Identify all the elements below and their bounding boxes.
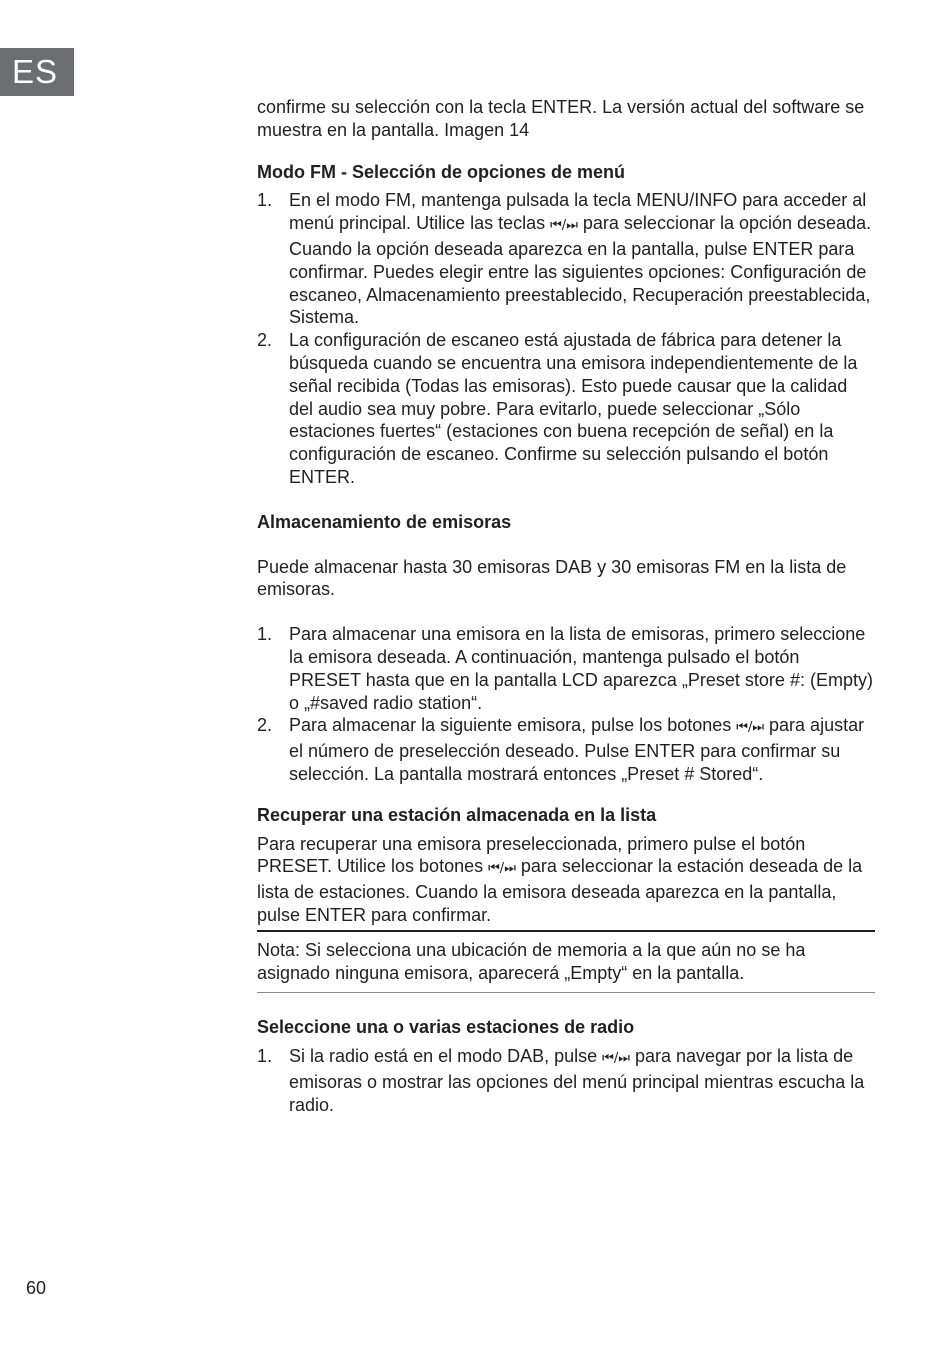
- list-text: Para almacenar la siguiente emisora, pulse los botones: [289, 715, 737, 736]
- store-intro-paragraph: Puede almacenar hasta 30 emisoras DAB y 30 emisoras FM en la lista de emisoras.: [257, 556, 847, 600]
- page-content: [257, 96, 875, 1116]
- skip-buttons-icon: ⏮/⏭: [736, 720, 765, 736]
- list-item: [257, 623, 875, 714]
- list-item: [257, 1045, 875, 1116]
- list-text: Para almacenar una emisora en la lista de emisoras, primero seleccione la emisora deseada. A continuación, mantenga pulsado el botón PRESET hasta que en la pantalla LCD aparezca „Preset store #: (Empty) o „#saved radio station“.: [289, 624, 873, 713]
- list-text: Si la radio está en el modo DAB, pulse: [289, 1046, 603, 1067]
- store-section-heading: Almacenamiento de emisoras: [257, 511, 512, 532]
- list-number: 2.: [257, 715, 273, 736]
- skip-buttons-icon: ⏮/⏭: [550, 218, 578, 234]
- paragraph-text: para seleccionar la estación deseada de la lista de estaciones. Cuando la emisora deseada aparezca en la pantalla, pulse ENTER para confirmar.: [257, 856, 863, 925]
- list-number: 1.: [257, 190, 273, 211]
- list-item: [257, 189, 875, 329]
- fm-options-list: [257, 189, 875, 488]
- list-number: 1.: [257, 1046, 273, 1067]
- recall-paragraph: [257, 833, 875, 930]
- paragraph-text: Para recuperar una emisora preseleccionada, primero pulse el botón PRESET. Utilice los botones: [257, 833, 806, 877]
- skip-buttons-icon: ⏮/⏭: [488, 861, 516, 877]
- recall-section-heading: Recuperar una estación almacenada en la lista: [257, 804, 657, 825]
- select-steps-list: [257, 1045, 875, 1116]
- list-text: La configuración de escaneo está ajustada de fábrica para detener la búsqueda cuando se encuentra una emisora independientemente de la señal recibida (Todas las emisoras). Esto puede causar que la calidad del audio sea muy pobre. Para evitarlo, puede seleccionar „Sólo estaciones fuertes“ (estaciones con buena recepción de señal) en la configuración de escaneo. Confirme su selección pulsando el botón ENTER.: [289, 330, 858, 487]
- language-tab: ES: [0, 48, 74, 96]
- select-section-heading: Seleccione una o varias estaciones de radio: [257, 1017, 635, 1038]
- list-number: 2.: [257, 330, 273, 351]
- list-text: para ajustar el número de preselección deseado. Pulse ENTER para confirmar su selección. La pantalla mostrará entonces „Preset # Stored“.: [289, 715, 865, 784]
- fm-section-heading: Modo FM - Selección de opciones de menú: [257, 161, 626, 182]
- page-number: 60: [26, 1278, 47, 1298]
- list-item: [257, 329, 875, 489]
- list-text: para navegar por la lista de emisoras o mostrar las opciones del menú principal mientras escucha la radio.: [289, 1046, 865, 1115]
- skip-buttons-icon: ⏮/⏭: [602, 1051, 630, 1067]
- list-text: En el modo FM, mantenga pulsada la tecla MENU/INFO para acceder al menú principal. Utilice las teclas: [289, 190, 867, 234]
- store-steps-list: [257, 623, 875, 786]
- list-text: para seleccionar la opción deseada. Cuando la opción deseada aparezca en la pantalla, pulse ENTER para confirmar. Puedes elegir entre las siguientes opciones: Configuración de escaneo, Almacenamiento preestablecido, Recuperación preestablecida, Sistema.: [289, 213, 872, 328]
- list-item: [257, 714, 875, 785]
- intro-paragraph: confirme su selección con la tecla ENTER. La versión actual del software se muestra en la pantalla. Imagen 14: [257, 97, 865, 140]
- note-box: Nota: Si selecciona una ubicación de memoria a la que aún no se ha asignado ninguna emisora, aparecerá „Empty“ en la pantalla.: [257, 930, 875, 994]
- list-number: 1.: [257, 624, 273, 645]
